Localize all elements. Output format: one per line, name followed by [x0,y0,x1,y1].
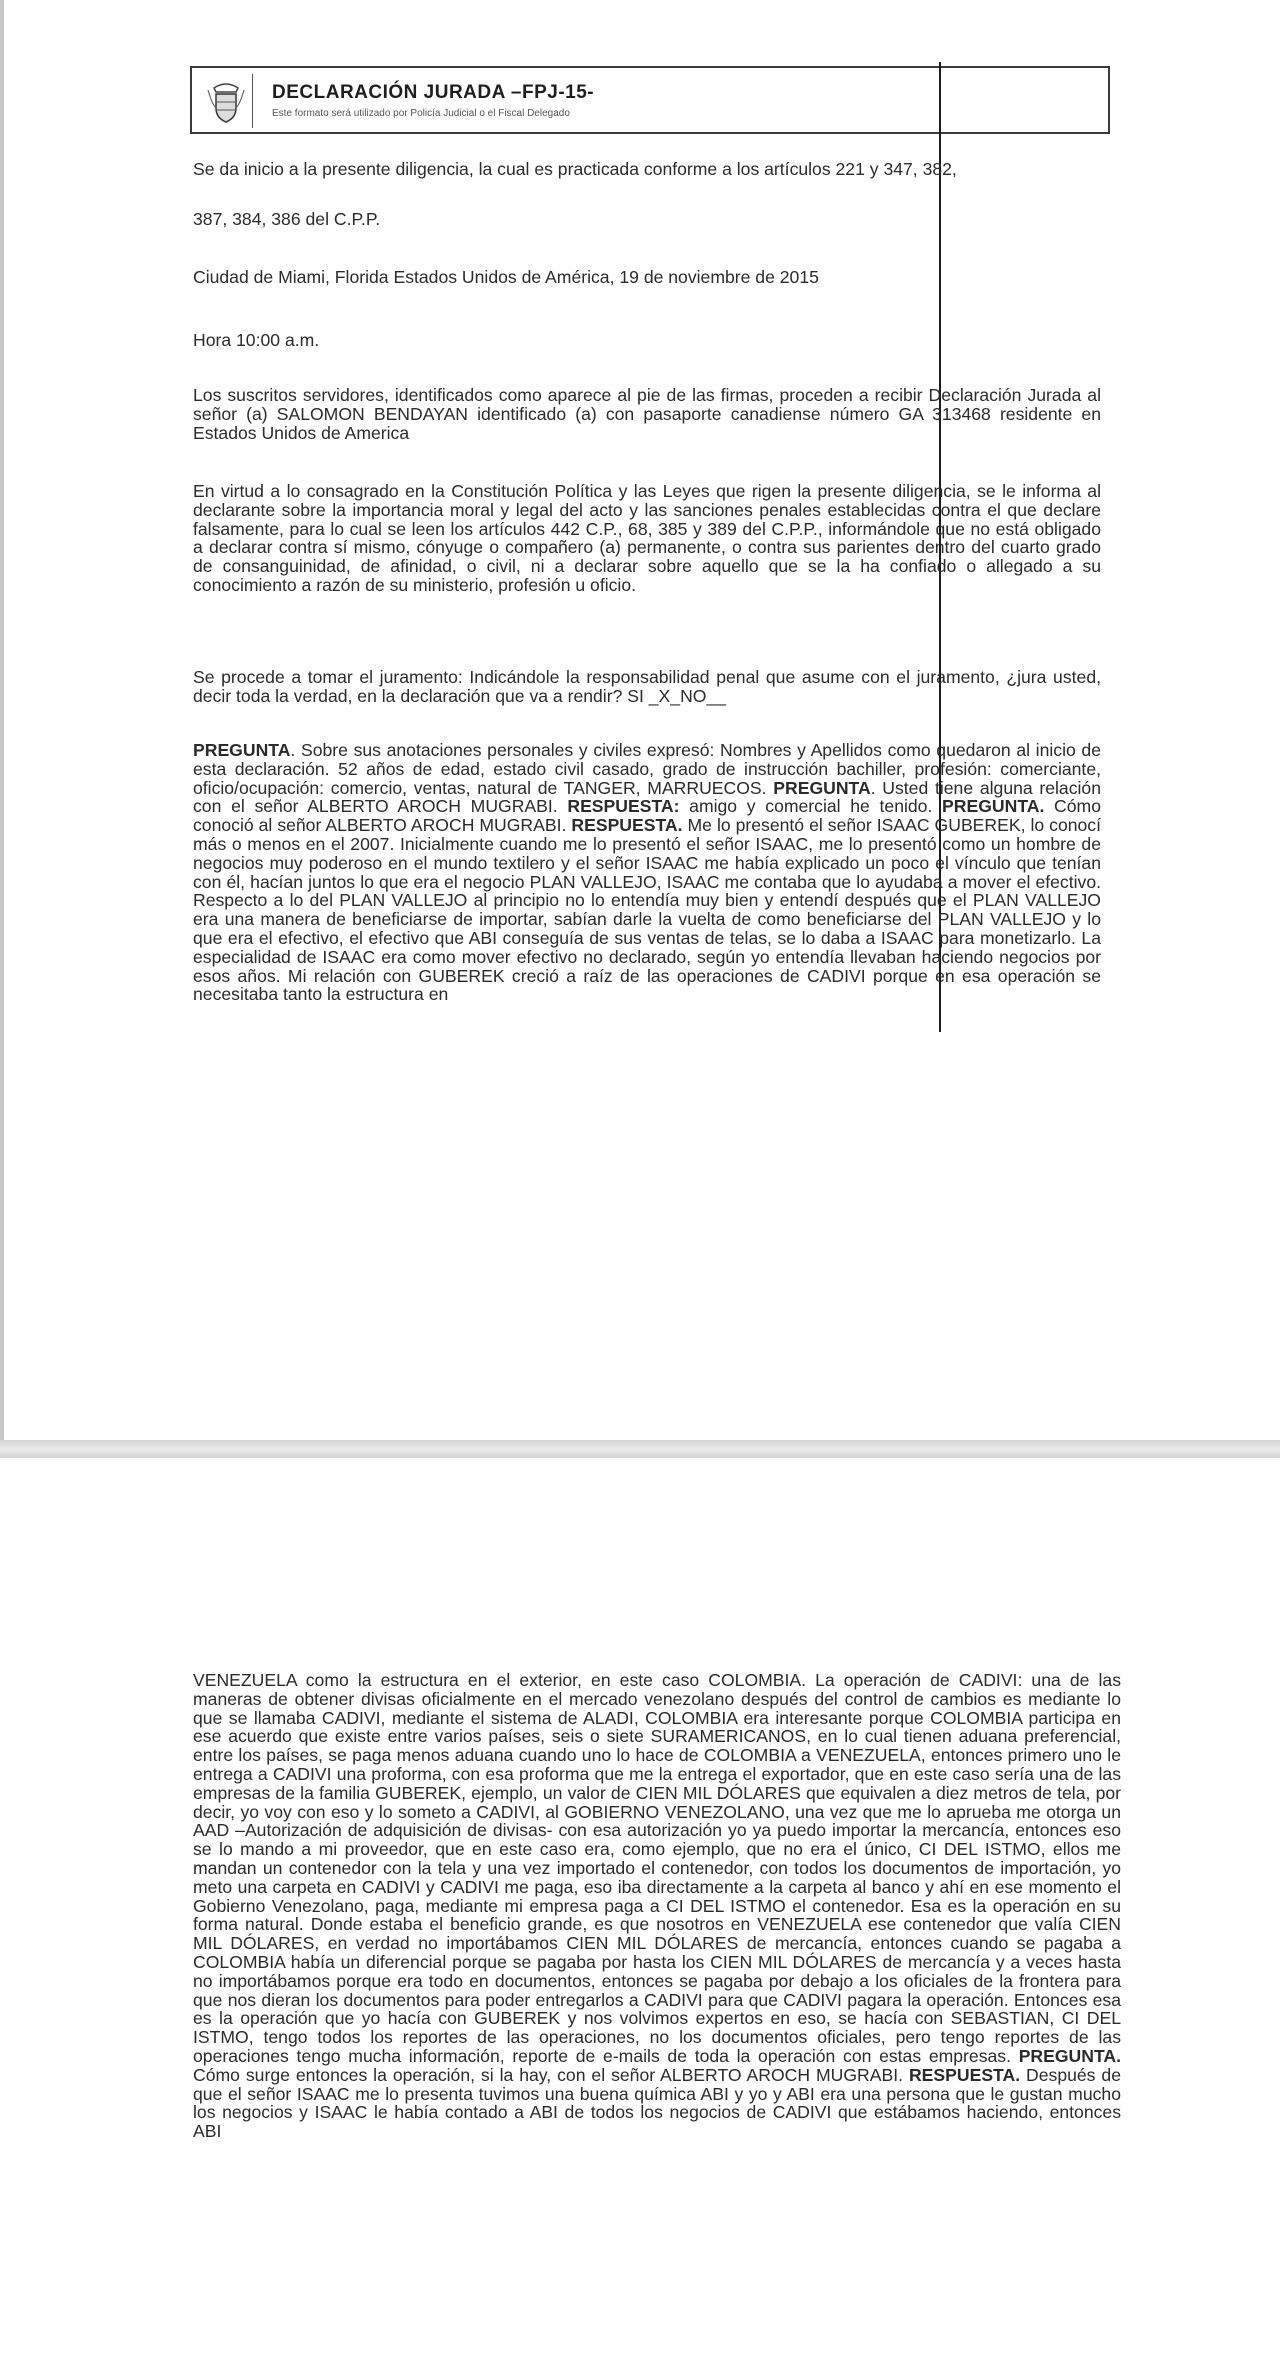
testimony-text: Cómo surge entonces la operación, si la hay, con el señor ALBERTO AROCH MUGRABI. [193,2064,909,2085]
testimony-paragraph-1 [193,741,1101,1119]
answer-label: RESPUESTA. [571,815,683,836]
coat-of-arms-icon [200,74,253,128]
form-title: DECLARACIÓN JURADA –FPJ-15- [272,82,595,103]
page-separator [0,1440,1280,1458]
intro-line-1: Se da inicio a la presente diligencia, la cual es practicada conforme a los artículos 221 y 347, 382, [193,159,957,179]
testimony-text: Después de que el señor ISAAC me lo presenta tuvimos una buena química ABI y yo y ABI era una persona que le gustan mucho los negocios y ISAAC le había contado a ABI de todos los negocios de CADIVI que estábamos haciendo, entonces ABI [193,2064,1121,2142]
testimony-text: amigo y comercial he tenido. [679,796,943,817]
answer-label: RESPUESTA. [908,2064,1021,2085]
question-label: PREGUNTA [193,741,291,760]
intro-line-2: 387, 384, 386 del C.P.P. [193,209,381,229]
testimony-text: Me lo presentó el señor ISAAC GUBEREK, lo conocí más o menos en el 2007. Inicialmente cuando me lo presentó el señor ISAAC, me lo presentó como un hombre de negocios muy poderoso en el mundo textilero y el señor ISAAC me había explicado un poco el vínculo que tenían con él, hacían juntos lo que era el negocio PLAN VALLEJO, ISAAC me contaba que lo ayudaba a mover el efectivo. Respecto a lo del PLAN VALLEJO al principio no lo entendía muy bien y entendí después que el PLAN VALLEJO era una manera de beneficiarse de importar, sabían darle la vuelta de como beneficiarse del PLAN VALLEJO y lo que era el efectivo, el efectivo que ABI conseguía de sus ventas de telas, se lo daba a ISAAC para monetizarlo. La especialidad de ISAAC era como mover efectivo no declarado, según yo entendía llevaban haciendo negocios por esos años. Mi relación con GUBEREK creció a raíz de las operaciones de CADIVI porque en esa operación se necesitaba tanto la estructura en [193,815,1101,1005]
question-label: PREGUNTA [773,777,871,798]
place-date-line: Ciudad de Miami, Florida Estados Unidos de América, 19 de noviembre de 2015 [193,267,819,287]
answer-label: RESPUESTA: [567,796,680,817]
declarant-paragraph: Los suscritos servidores, identificados como aparece al pie de las firmas, proceden a recibir Declaración Jurada al señor (a) SALOMON BENDAYAN identificado (a) con pasaporte canadiense número GA 313468 residente en Estados Unidos de America [193,385,1101,443]
testimony-text: Cómo conoció al señor ALBERTO AROCH MUGRABI. [193,796,1101,836]
testimony-text: . Sobre sus anotaciones personales y civiles expresó: Nombres y Apellidos como quedaron al inicio de esta declaración. 52 años de edad, estado civil casado, grado de instrucción bachiller, profesión: comerciante, oficio/ocupación: comercio, ventas, natural de TANGER, MARRUECOS. [193,741,1101,798]
testimony-text: . Usted tiene alguna relación con el señor ALBERTO AROCH MUGRABI. [193,777,1101,817]
question-label: PREGUNTA. [1018,2045,1121,2066]
testimony-text: VENEZUELA como la estructura en el exterior, en este caso COLOMBIA. La operación de CADIVI: una de las maneras de obtener divisas oficialmente en el mercado venezolano después del control de cambios es mediante lo que se llamaba CADIVI, mediante el sistema de ALADI, COLOMBIA era interesante porque COLOMBIA participa en ese acuerdo que existe entre varios países, seis o siete SURAMERICANOS, en lo cual tienen aduana preferencial, entre los países, se paga menos aduana cuando uno lo hace de COLOMBIA a VENEZUELA, entonces primero uno le entrega a CADIVI una proforma, con esa proforma que me la entrega el exportador, que en este caso sería una de las empresas de la familia GUBEREK, ejemplo, un valor de CIEN MIL DÓLARES que equivalen a diez metros de tela, por decir, yo voy con eso y lo someto a CADIVI, al GOBIERNO VENEZOLANO, una vez que me lo aprueba me otorga un AAD –Autorización de adquisición de divisas- con esa autorización yo ya puedo importar la mercancía, entonces eso se lo mando a mi proveedor, que en este caso era, como ejemplo, que no era el único, CI DEL ISTMO, ellos me mandan un contenedor con la tela y una vez importado el contenedor, con todos los documentos de importación, yo meto una carpeta en CADIVI y CADIVI me paga, eso iba directamente a la carpeta al banco y ahí en ese momento el Gobierno Venezolano, paga, mediante mi empresa paga a CI DEL ISTMO el contenedor. Esa es la operación en su forma natural. Donde estaba el beneficio grande, es que nosotros en VENEZUELA ese contenedor que valía CIEN MIL DÓLARES, en verdad no importábamos CIEN MIL DÓLARES de mercancía, entonces cuando se pagaba a COLOMBIA había un diferencial porque se pagaba por hasta los CIEN MIL DÓLARES de mercancía y a veces hasta no importábamos porque era todo en documentos, entonces se pagaba por debajo a los oficiales de la frontera para que nos dieran los documentos para poder entregarlos a CADIVI para que CADIVI pagara la operación. Entonces esa es la operación que yo hacía con GUBEREK y nos volvimos expertos en eso, se hacía con SEBASTIAN, CI DEL ISTMO, tengo todos los reportes de las operaciones, no los documentos oficiales, pero tengo reportes de las operaciones tengo mucha información, reporte de e-mails de toda la operación con estas empresas. [193,1671,1121,2066]
scan-edge [0,0,4,1440]
document-page-2 [0,1458,1280,2370]
form-header [190,66,1110,134]
legal-notice-paragraph: En virtud a lo consagrado en la Constitución Política y las Leyes que rigen la presente diligencia, se le informa al declarante sobre la importancia moral y legal del acto y las sanciones penales establecidas contra el que declare falsamente, para lo cual se leen los artículos 442 C.P., 68, 385 y 389 del C.P.P., informándole que no está obligado a declarar contra sí mismo, cónyuge o compañero (a) permanente, o contra sus parientes dentro del cuarto grado de consanguinidad, de afinidad, o civil, ni a declarar sobre aquello que se la ha confiado o allegado a su conocimiento a razón de su ministerio, profesión u oficio. [193,481,1101,595]
oath-paragraph: Se procede a tomar el juramento: Indicándole la responsabilidad penal que asume con el juramento, ¿jura usted, decir toda la verdad, en la declaración que va a rendir? SI _X_NO__ [193,667,1101,706]
form-subtitle: Este formato será utilizado por Policía Judicial o el Fiscal Delegado [272,108,570,119]
testimony-paragraph-2 [193,1671,1121,2370]
time-line: Hora 10:00 a.m. [193,330,320,350]
question-label: PREGUNTA. [942,796,1045,817]
